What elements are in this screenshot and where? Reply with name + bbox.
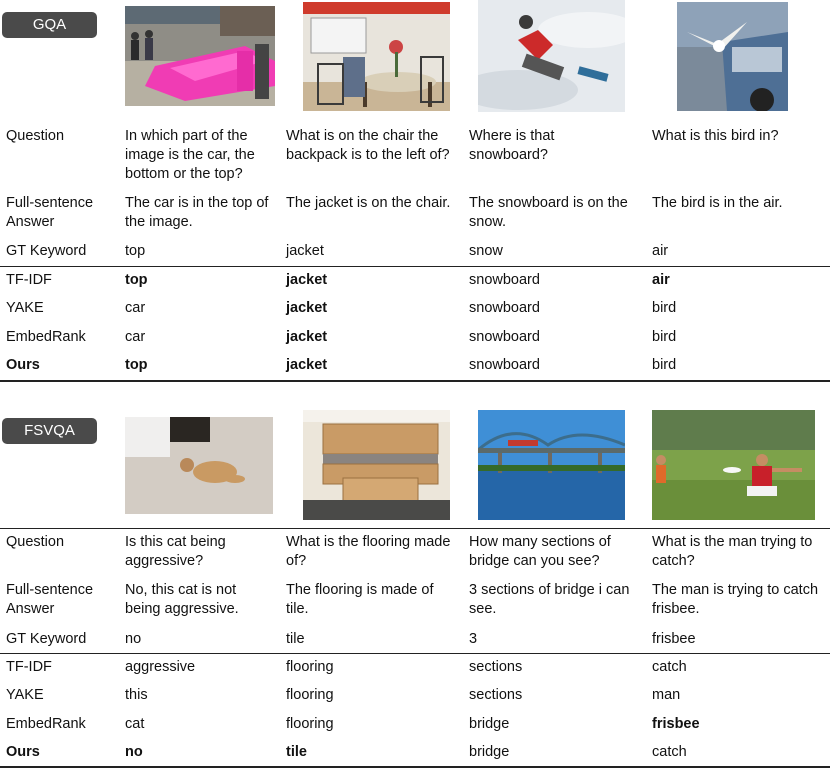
answer-line: tile. — [286, 601, 309, 617]
question-line: Is this cat being — [125, 534, 226, 550]
tfidf-keyword: jacket — [286, 272, 328, 288]
question-line: backpack is to the left of? — [286, 147, 450, 163]
ours-keyword: snowboard — [469, 357, 540, 373]
row-label-yake: YAKE — [6, 300, 44, 316]
embedrank-keyword: car — [125, 329, 146, 345]
question-line: What is this bird in? — [652, 128, 779, 144]
answer-line: The snowboard is on the — [469, 195, 628, 211]
fsvqa-panel — [0, 405, 830, 769]
answer-line: 3 sections of bridge i can — [469, 582, 630, 598]
row-label-embedrank: EmbedRank — [6, 716, 86, 732]
divider — [0, 766, 830, 768]
row-label-question: Question — [6, 128, 65, 144]
question-line: bridge can you see? — [469, 553, 600, 569]
ours-keyword: bird — [652, 357, 677, 373]
answer-line: The car is in the top of — [125, 195, 269, 211]
gt-keyword: tile — [286, 631, 305, 647]
embedrank-keyword: snowboard — [469, 329, 540, 345]
tfidf-keyword: sections — [469, 659, 523, 675]
gt-keyword: 3 — [469, 631, 478, 647]
yake-keyword: jacket — [286, 300, 328, 316]
tfidf-keyword: flooring — [286, 659, 334, 675]
tfidf-keyword: air — [652, 272, 670, 288]
yake-keyword: this — [125, 687, 148, 703]
embedrank-keyword: cat — [125, 716, 145, 732]
gt-keyword: snow — [469, 243, 503, 259]
question-line: Where is that — [469, 128, 555, 144]
gt-keyword: top — [125, 243, 146, 259]
question-line: of? — [286, 553, 307, 569]
gt-keyword: no — [125, 631, 142, 647]
ours-keyword: catch — [652, 744, 687, 760]
tfidf-keyword: top — [125, 272, 148, 288]
answer-line: The jacket is on the chair. — [286, 195, 451, 211]
ours-keyword: bridge — [469, 744, 510, 760]
answer-line: see. — [469, 601, 497, 617]
tfidf-keyword: aggressive — [125, 659, 196, 675]
divider — [0, 266, 830, 267]
gqa-image-4 — [677, 2, 788, 111]
yake-keyword: man — [652, 687, 681, 703]
yake-keyword: snowboard — [469, 300, 540, 316]
row-label-answer-2: Answer — [6, 214, 55, 230]
ours-keyword: top — [125, 357, 148, 373]
embedrank-keyword: flooring — [286, 716, 334, 732]
gqa-image-1 — [125, 6, 275, 106]
row-label-answer-1: Full-sentence — [6, 582, 94, 598]
row-label-gt-keyword: GT Keyword — [6, 243, 87, 259]
answer-line: being aggressive. — [125, 601, 239, 617]
gqa-image-3 — [478, 0, 625, 112]
answer-line: The bird is in the air. — [652, 195, 783, 211]
row-label-answer-1: Full-sentence — [6, 195, 94, 211]
divider — [0, 653, 830, 654]
gqa-image-2 — [303, 2, 450, 111]
tfidf-keyword: catch — [652, 659, 687, 675]
question-line: catch? — [652, 553, 695, 569]
tfidf-keyword: snowboard — [469, 272, 540, 288]
row-label-embedrank: EmbedRank — [6, 329, 86, 345]
question-line: bottom or the top? — [125, 166, 243, 182]
yake-keyword: car — [125, 300, 146, 316]
yake-keyword: sections — [469, 687, 523, 703]
divider — [0, 380, 830, 382]
ours-keyword: jacket — [286, 357, 328, 373]
fsvqa-image-3 — [478, 410, 625, 520]
row-label-ours: Ours — [6, 744, 40, 760]
yake-keyword: flooring — [286, 687, 334, 703]
question-line: How many sections of — [469, 534, 611, 550]
row-label-ours: Ours — [6, 357, 40, 373]
row-label-tfidf: TF-IDF — [6, 272, 52, 288]
question-line: In which part of the — [125, 128, 248, 144]
gt-keyword: air — [652, 243, 669, 259]
question-line: What is on the chair the — [286, 128, 439, 144]
row-label-question: Question — [6, 534, 65, 550]
question-line: What is the man trying to — [652, 534, 813, 550]
embedrank-keyword: bird — [652, 329, 677, 345]
embedrank-keyword: frisbee — [652, 716, 700, 732]
question-line: snowboard? — [469, 147, 548, 163]
fsvqa-image-1 — [125, 417, 273, 514]
row-label-gt-keyword: GT Keyword — [6, 631, 87, 647]
answer-line: The flooring is made of — [286, 582, 434, 598]
answer-line: The man is trying to catch — [652, 582, 819, 598]
fsvqa-image-4 — [652, 410, 815, 520]
yake-keyword: bird — [652, 300, 677, 316]
row-label-tfidf: TF-IDF — [6, 659, 52, 675]
row-label-yake: YAKE — [6, 687, 44, 703]
row-label-answer-2: Answer — [6, 601, 55, 617]
answer-line: frisbee. — [652, 601, 700, 617]
fsvqa-image-2 — [303, 410, 450, 520]
dataset-badge-fsvqa: FSVQA — [2, 418, 97, 444]
answer-line: snow. — [469, 214, 507, 230]
gt-keyword: frisbee — [652, 631, 696, 647]
question-line: What is the flooring made — [286, 534, 451, 550]
embedrank-keyword: bridge — [469, 716, 510, 732]
question-line: image is the car, the — [125, 147, 255, 163]
divider — [0, 528, 830, 529]
answer-line: the image. — [125, 214, 193, 230]
answer-line: No, this cat is not — [125, 582, 237, 598]
dataset-badge-gqa: GQA — [2, 12, 97, 38]
ours-keyword: tile — [286, 744, 307, 760]
question-line: aggressive? — [125, 553, 204, 569]
gt-keyword: jacket — [286, 243, 324, 259]
ours-keyword: no — [125, 744, 143, 760]
embedrank-keyword: jacket — [286, 329, 328, 345]
